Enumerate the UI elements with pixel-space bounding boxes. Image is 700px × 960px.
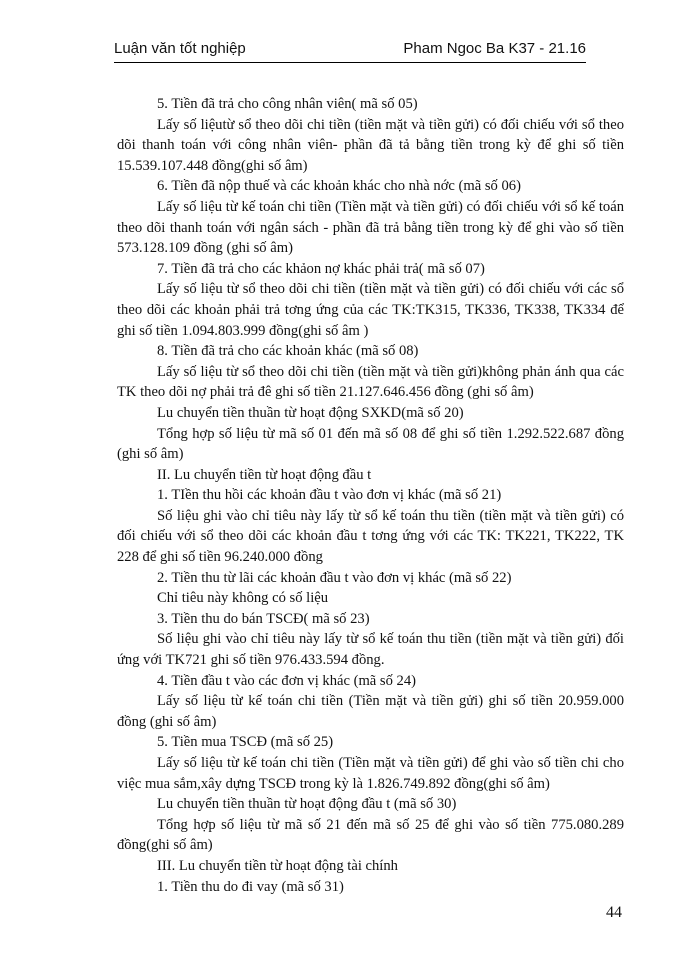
paragraph: Tổng hợp số liệu từ mã số 21 đến mã số 25 để ghi vào số tiền 775.080.289 đồng(ghi số âm) [117,816,624,854]
paragraph: 7. Tiền đã trả cho các khảon nợ khác phải trả( mã số 07) [157,260,485,277]
paragraph: Lấy số liệutừ sổ theo dõi chi tiền (tiền mặt và tiền gửi) có đối chiếu với sổ theo dõi thanh toán với công nhân viên- phần đã tả bằng tiền trong kỳ để ghi số tiền 15.539.107.448 đồng(ghi số âm) [117,116,624,174]
paragraph: 4. Tiền đầu t vào các đơn vị khác (mã số 24) [157,672,417,689]
paragraph: Số liệu ghi vào chỉ tiêu này lấy từ sổ kế toán thu tiền (tiền mặt và tiền gửi) đối ứng với TK721 ghi số tiền 976.433.594 đồng. [117,631,624,669]
page-header [114,36,586,60]
paragraph: Lấy số liệu từ kế toán chi tiền (Tiền mặt và tiền gửi) có đối chiếu với sổ kế toán theo dõi thanh toán với ngân sách - phần đã trả bằng tiền trong kỳ để ghi vào số tiền 573.128.109 đồng (ghi số âm) [117,198,624,257]
paragraph: III. Lu chuyển tiền từ hoạt động tài chính [157,857,398,874]
paragraph: Chỉ tiêu này không có số liệu [157,590,329,607]
header-thesis-title: Luận văn tốt nghiệp [114,40,246,57]
paragraph: II. Lu chuyển tiền từ hoạt động đầu t [157,466,372,483]
paragraph: Lấy số liệu từ kế toán chi tiền (Tiền mặt và tiền gửi) ghi số tiền 20.959.000 đồng (ghi số âm) [117,693,624,730]
paragraph: Lấy số liệu từ sổ theo dõi chi tiền (tiền mặt và tiền gửi) có đối chiếu với các sổ theo dõi các khoản phải trả tơng ứng của các TK:TK315, TK336, TK338, TK334 để ghi số tiền 1.094.803.999 đồng(ghi số âm ) [117,281,624,339]
paragraph: 1. TIền thu hồi các khoản đầu t vào đơn vị khác (mã số 21) [157,487,502,504]
header-author: Pham Ngoc Ba K37 - 21.16 [403,40,586,57]
page-number: 44 [606,904,622,921]
paragraph: Lu chuyển tiền thuần từ hoạt động đầu t (mã số 30) [157,796,457,813]
paragraph: Số liệu ghi vào chỉ tiêu này lấy từ sổ kế toán thu tiền (tiền mặt và tiền gửi) có đối chiếu với sổ theo dõi các khoản đầu t tơng ứng với các TK: TK221, TK222, TK 228 để ghi số tiền 96.240.000 đồng [117,507,624,566]
paragraph: Tổng hợp số liệu từ mã số 01 đến mã số 08 để ghi số tiền 1.292.522.687 đồng (ghi số âm) [117,425,624,463]
paragraph: 5. Tiền mua TSCĐ (mã số 25) [157,734,334,751]
header-rule [114,62,586,63]
paragraph: 1. Tiền thu do đi vay (mã số 31) [157,878,344,895]
paragraph: Lu chuyển tiền thuần từ hoạt động SXKD(mã số 20) [157,404,464,421]
paragraph: 5. Tiền đã trả cho công nhân viên( mã số 05) [157,96,418,112]
paragraph: 3. Tiền thu do bán TSCĐ( mã số 23) [157,610,370,627]
paragraph: Lấy số liệu từ sổ theo dõi chi tiền (tiền mặt và tiền gửi)không phản ánh qua các TK theo dõi nợ phải trả đê ghi số tiền 21.127.646.456 đồng (ghi số âm) [117,363,624,401]
paragraph: Lấy số liệu từ kế toán chi tiền (Tiền mặt và tiền gửi) để ghi vào số tiền chi cho việc mua sắm,xây dựng TSCĐ trong kỳ là 1.826.749.892 đồng(ghi số âm) [117,755,624,792]
paragraph: 2. Tiền thu từ lãi các khoản đầu t vào đơn vị khác (mã số 22) [157,569,512,586]
paragraph: 6. Tiền đã nộp thuế và các khoản khác cho nhà nớc (mã số 06) [157,178,521,195]
paragraph: 8. Tiền đã trả cho các khoản khác (mã số 08) [157,343,419,360]
body-text [117,94,624,897]
